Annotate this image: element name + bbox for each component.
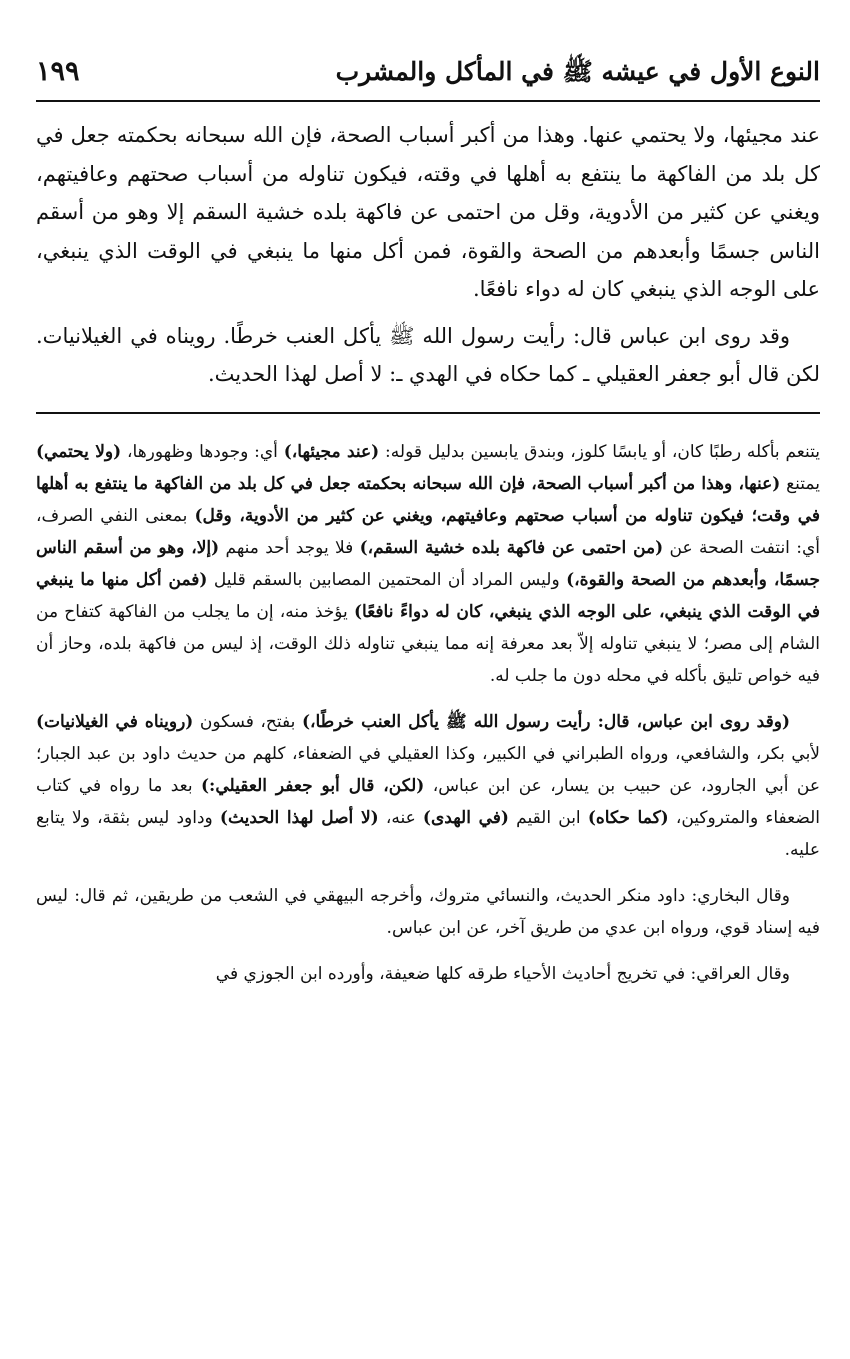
commentary-paragraph-4: وقال العراقي: في تخريج أحاديث الأحياء طرقه كلها ضعيفة، وأورده ابن الجوزي في [215, 963, 790, 984]
main-text [36, 116, 820, 394]
quoted-main-text: (رويناه في الغيلانيات) [36, 711, 194, 732]
commentary-text: يمتنع [780, 473, 820, 494]
commentary-text: بعد ما رواه في كتاب الضعفاء والمتروكين، [36, 775, 820, 828]
quoted-main-text: (كما حكاه) [587, 807, 669, 828]
commentary-divider [36, 412, 820, 414]
commentary-paragraph-2 [36, 706, 820, 866]
quoted-main-text: (لكن، قال أبو جعفر العقيلي:) [201, 775, 425, 796]
commentary-text: بفتح، فسكون [193, 711, 302, 732]
quoted-main-text: (عند مجيئها،) [283, 441, 380, 462]
main-paragraph-2: وقد روى ابن عباس قال: رأيت رسول الله ﷺ يأكل العنب خرطًا. رويناه في الغيلانيات. لكن قال أبو جعفر العقيلي ـ كما حكاه في الهدي ـ: لا أصل لهذا الحديث. [36, 323, 820, 386]
commentary-text: يؤخذ منه، إن ما يجلب من الفاكهة كتفاح من الشام إلى مصر؛ لا ينبغي تناوله إلاّ بعد معرفة إنه مما ينبغي تناوله ذلك الوقت، إذ ليس من فاكهة بلده، وحاز أن فيه خواص تليق بأكله في محله دون ما جلب له. [36, 601, 820, 686]
quoted-main-text: (من احتمى عن فاكهة بلده خشية السقم،) [359, 537, 664, 558]
commentary-text: ابن القيم [508, 807, 588, 828]
commentary-text: وليس المراد أن المحتمين المصابين بالسقم قليل [207, 569, 567, 590]
quoted-main-text: (إلا، وهو من أسقم الناس جسمًا، وأبعدهم من الصحة والقوة،) [36, 537, 821, 590]
commentary-text: لأبي بكر، والشافعي، ورواه الطبراني في الكبير، وكذا العقيلي في الضعفاء، كلهم من حديث داود بن عبد الجبار؛ عن أبي الجارود، عن حبيب بن يسار، عن ابن عباس، [36, 743, 820, 796]
commentary-text: فلا يوجد أحد منهم [219, 537, 360, 558]
page-number: ١٩٩ [36, 56, 80, 87]
quoted-main-text: (ولا يحتمي) [36, 441, 122, 462]
running-title: النوع الأول في عيشه ﷺ في المأكل والمشرب [335, 57, 820, 86]
commentary-paragraph-3: وقال البخاري: داود منكر الحديث، والنسائي متروك، وأخرجه البيهقي في الشعب من طريقين، ثم قال: ليس فيه إسناد قوي، ورواه ابن عدي من طريق آخر، عن ابن عباس. [36, 885, 820, 938]
quoted-main-text: (عنها، وهذا من أكبر أسباب الصحة، فإن الله سبحانه بحكمته جعل في كل بلد من الفاكهة ما ينتفع به أهلها في وقت؛ فيكون تناوله من أسباب صحتهم وعافيتهم، ويغني عن كثير من الأدوية، وقل) [36, 473, 820, 526]
commentary-text: أي: وجودها وظهورها، [121, 441, 284, 462]
main-paragraph-1: عند مجيئها، ولا يحتمي عنها. وهذا من أكبر أسباب الصحة، فإن الله سبحانه بحكمته جعل في كل بلد من الفاكهة ما ينتفع به أهلها في وقته، فيكون تناوله من أسباب صحتهم وعافيتهم، ويغني عن كثير من الأدوية، وقل من احتمى عن فاكهة بلده خشية السقم إلا وهو من أسقم الناس جسمًا وأبعدهم من الصحة والقوة، فمن أكل منها ما ينبغي في الوقت الذي ينبغي، على الوجه الذي ينبغي كان له دواء نافعًا. [36, 123, 820, 301]
commentary-text: وداود ليس بثقة، ولا يتابع عليه. [36, 807, 820, 860]
page-header [36, 56, 820, 100]
quoted-main-text: (في الهدى) [422, 807, 509, 828]
quoted-main-text: (وقد روى ابن عباس، قال: رأيت رسول الله ﷺ يأكل العنب خرطًا،) [301, 711, 790, 732]
quoted-main-text: (فمن أكل منها ما ينبغي في الوقت الذي ينبغي، على الوجه الذي ينبغي، كان له دواءً نافعًا) [36, 569, 821, 622]
commentary-paragraph-1 [36, 436, 820, 692]
commentary-text: يتنعم بأكله رطبًا كان، أو يابسًا كلوز، وبندق يابسين بدليل قوله: [379, 441, 820, 462]
commentary-text: عنه، [378, 807, 423, 828]
quoted-main-text: (لا أصل لهذا الحديث) [219, 807, 379, 828]
header-rule [36, 100, 820, 102]
commentary [36, 436, 820, 990]
commentary-text: بمعنى النفي الصرف، أي: انتفت الصحة عن [36, 505, 820, 558]
